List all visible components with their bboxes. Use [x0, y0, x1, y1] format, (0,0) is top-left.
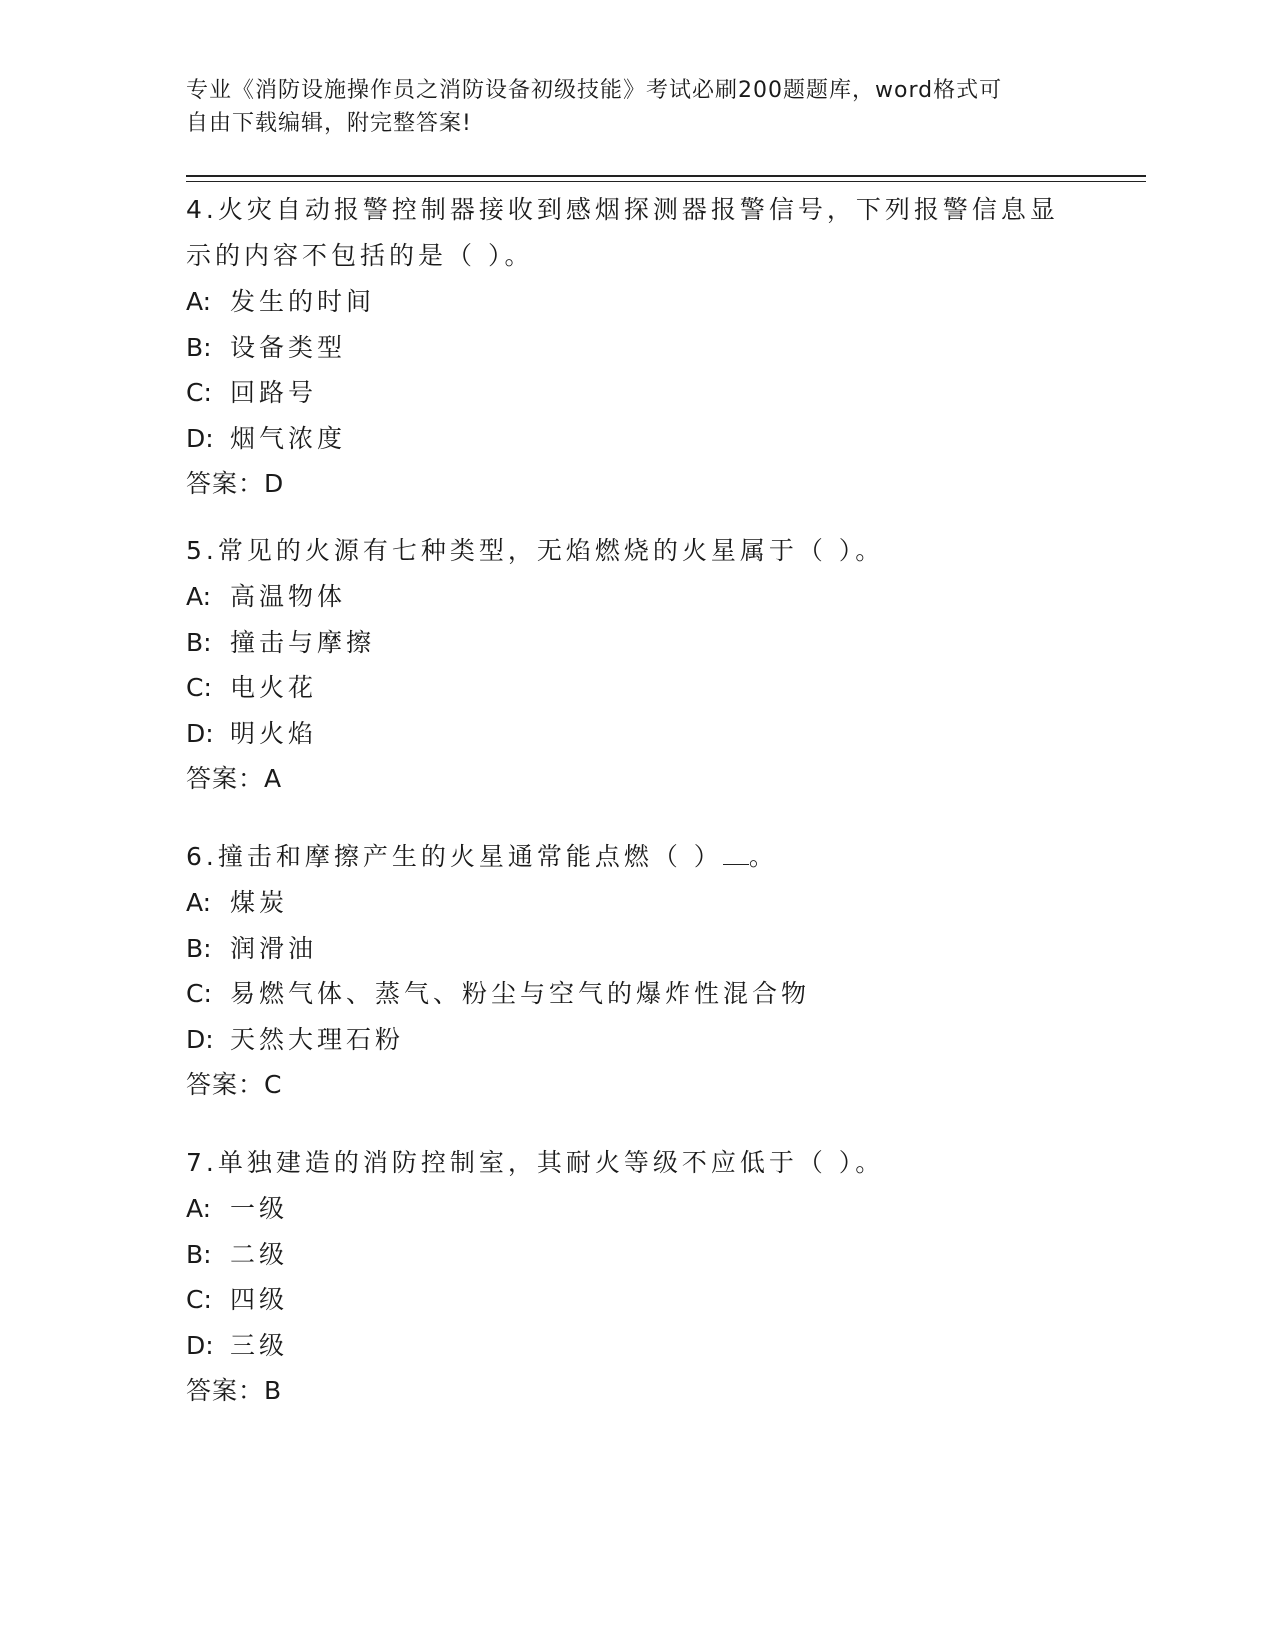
option-text: 四级: [230, 1285, 289, 1314]
option-key: C:: [186, 673, 212, 702]
option-key: B:: [186, 332, 212, 362]
option-text: 天然大理石粉: [230, 1024, 405, 1054]
option-key: D:: [186, 1024, 214, 1054]
option-key: B:: [186, 933, 212, 963]
option-d: [186, 1323, 1086, 1369]
option-text: 电火花: [230, 673, 318, 702]
option-text: 高温物体: [230, 582, 347, 611]
option-a: [186, 574, 1086, 620]
answer: 答案：D: [186, 469, 285, 498]
option-c: [186, 665, 1086, 711]
option-b: [186, 325, 1086, 371]
option-b: [186, 926, 1086, 972]
option-text: 发生的时间: [230, 287, 376, 316]
option-a: [186, 880, 1086, 926]
document-header: [186, 74, 1066, 140]
header-divider-thick: [186, 175, 1146, 177]
question-5: [186, 528, 1086, 802]
question-stem-text: 6.撞击和摩擦产生的火星通常能点燃（ ）: [186, 842, 723, 871]
option-a: [186, 279, 1086, 325]
option-text: 三级: [230, 1330, 289, 1360]
answer: 答案：B: [186, 1376, 283, 1405]
answer: 答案：A: [186, 764, 283, 793]
question-stem-line-1: 7.单独建造的消防控制室，其耐火等级不应低于（ ）。: [186, 1148, 885, 1177]
option-text: 设备类型: [230, 332, 347, 362]
option-d: [186, 1017, 1086, 1063]
header-divider-thin: [186, 181, 1146, 182]
answer: 答案：C: [186, 1070, 283, 1099]
option-key: A:: [186, 287, 212, 316]
question-stem-line-1: 4.火灾自动报警控制器接收到感烟探测器报警信号，下列报警信息显: [186, 195, 1059, 224]
option-b: [186, 620, 1086, 666]
option-key: D:: [186, 1330, 214, 1360]
option-key: B:: [186, 1239, 212, 1269]
option-d: [186, 416, 1086, 462]
option-b: [186, 1232, 1086, 1278]
question-4: [186, 187, 1086, 507]
option-c: [186, 971, 1086, 1017]
option-text: 撞击与摩擦: [230, 627, 376, 657]
option-key: D:: [186, 718, 214, 748]
option-text: 烟气浓度: [230, 423, 347, 453]
option-key: A:: [186, 1194, 212, 1223]
question-stem-line-2: 示的内容不包括的是（ ）。: [186, 241, 534, 270]
question-7: [186, 1140, 1086, 1414]
option-key: C:: [186, 378, 212, 407]
question-stem-line-1: [186, 834, 1086, 880]
option-text: 回路号: [230, 378, 318, 407]
option-text: 一级: [230, 1194, 289, 1223]
fill-in-blank: [723, 846, 749, 865]
question-stem-line-1: 5.常见的火源有七种类型，无焰燃烧的火星属于（ ）。: [186, 536, 885, 565]
option-text: 煤炭: [230, 888, 289, 917]
option-text: 明火焰: [230, 718, 318, 748]
option-key: A:: [186, 888, 212, 917]
option-text: 二级: [230, 1239, 289, 1269]
option-c: [186, 370, 1086, 416]
header-line-2: 自由下载编辑，附完整答案!: [186, 111, 472, 136]
question-stem-end: 。: [748, 842, 778, 871]
option-c: [186, 1277, 1086, 1323]
option-text: 易燃气体、蒸气、粉尘与空气的爆炸性混合物: [230, 979, 811, 1008]
option-key: B:: [186, 627, 212, 657]
option-key: C:: [186, 979, 212, 1008]
option-key: A:: [186, 582, 212, 611]
option-text: 润滑油: [230, 933, 318, 963]
option-d: [186, 711, 1086, 757]
option-key: C:: [186, 1285, 212, 1314]
option-a: [186, 1186, 1086, 1232]
option-key: D:: [186, 423, 214, 453]
question-6: [186, 834, 1086, 1108]
header-line-1: 专业《消防设施操作员之消防设备初级技能》考试必刷200题题库，word格式可: [186, 78, 1003, 103]
